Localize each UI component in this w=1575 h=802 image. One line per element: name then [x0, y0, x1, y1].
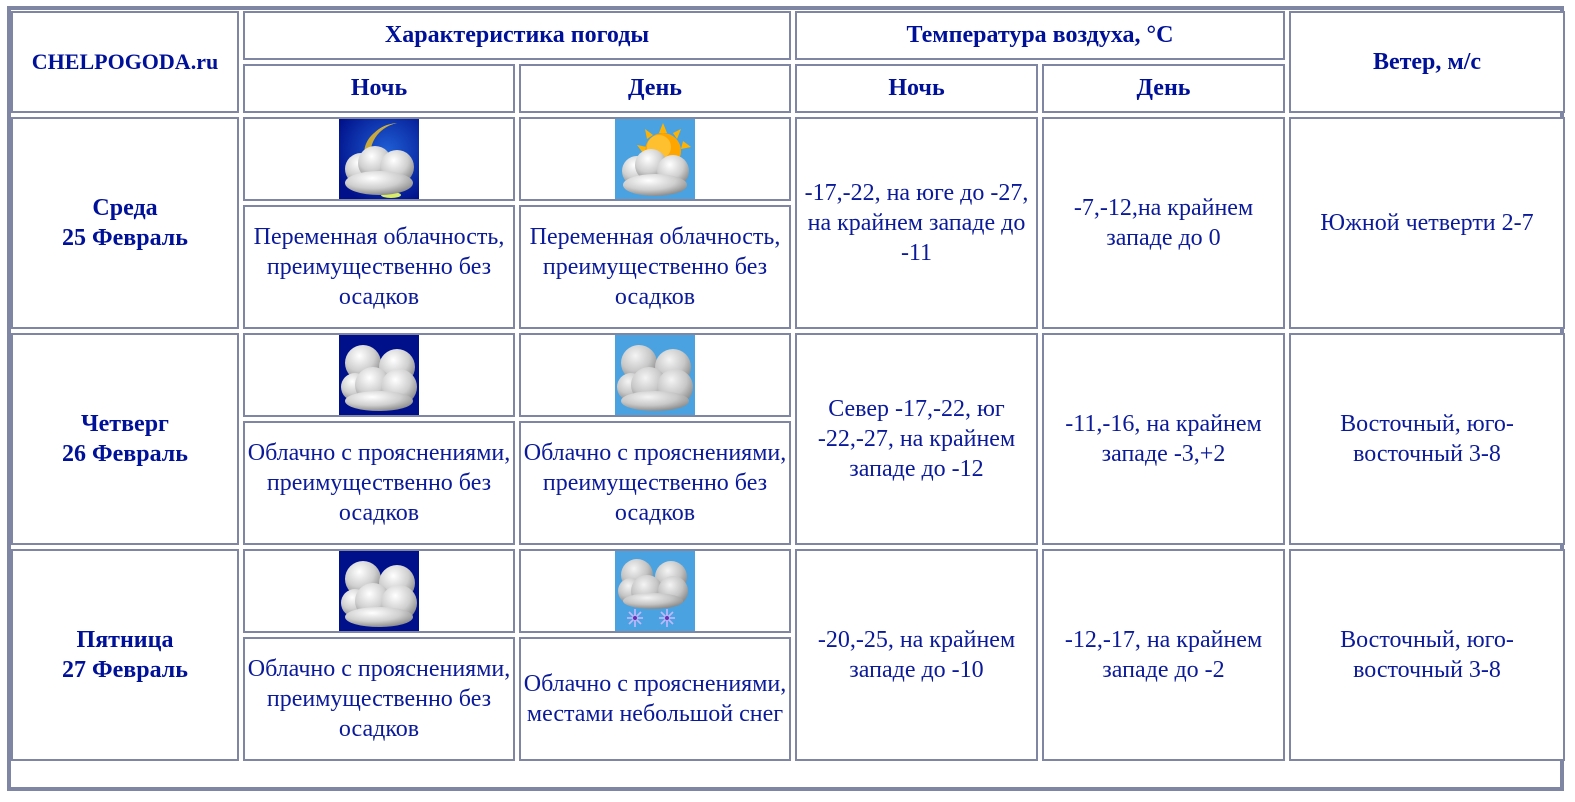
temp-day-cell: -12,-17, на крайнем западе до -2 — [1042, 549, 1285, 761]
day-label-cell — [11, 549, 239, 761]
day-label-cell — [11, 117, 239, 329]
weather-day-header: День — [519, 64, 791, 113]
day-icon-cell — [519, 333, 791, 417]
night-desc: Переменная облачность, преимущественно без осадков — [243, 205, 515, 329]
weather-night-header: Ночь — [243, 64, 515, 113]
temp-day-header: День — [1042, 64, 1285, 113]
night-icon-cell — [243, 117, 515, 201]
night-desc: Облачно с прояснениями, преимущественно без осадков — [243, 637, 515, 761]
site-brand: CHELPOGODA.ru — [31, 49, 219, 74]
cloud-snow-icon — [615, 551, 695, 631]
cloudy-day-icon — [615, 335, 695, 415]
day-icon-cell — [519, 117, 791, 201]
day-desc: Облачно с прояснениями, преимущественно без осадков — [519, 421, 791, 545]
moon-cloud-icon — [339, 119, 419, 199]
temp-night-cell: -17,-22, на юге до -27, на крайнем западе до -11 — [795, 117, 1038, 329]
temp-day-cell: -7,-12,на крайнем западе до 0 — [1042, 117, 1285, 329]
date: 27 Февраль — [62, 657, 188, 683]
temp-night-header: Ночь — [795, 64, 1038, 113]
night-desc: Облачно с прояснениями, преимущественно без осадков — [243, 421, 515, 545]
night-icon-cell — [243, 333, 515, 417]
weekday: Пятница — [76, 627, 174, 653]
wind-header: Ветер, м/с — [1289, 11, 1565, 113]
cloudy-night-icon — [339, 335, 419, 415]
sun-cloud-icon — [615, 119, 695, 199]
cloudy-night-icon — [339, 551, 419, 631]
weather-forecast-table — [7, 7, 1569, 765]
day-desc: Переменная облачность, преимущественно без осадков — [519, 205, 791, 329]
date: 26 Февраль — [62, 441, 188, 467]
brand-cell — [11, 11, 239, 113]
weekday: Четверг — [81, 411, 169, 437]
day-label-cell — [11, 333, 239, 545]
air-temp-header: Температура воздуха, °С — [795, 11, 1285, 60]
wind-cell: Восточный, юго-восточный 3-8 — [1289, 333, 1565, 545]
weekday: Среда — [92, 195, 158, 221]
temp-day-cell: -11,-16, на крайнем западе -3,+2 — [1042, 333, 1285, 545]
wind-cell: Восточный, юго-восточный 3-8 — [1289, 549, 1565, 761]
temp-night-cell: Север -17,-22, юг -22,-27, на крайнем западе до -12 — [795, 333, 1038, 545]
temp-night-cell: -20,-25, на крайнем западе до -10 — [795, 549, 1038, 761]
wind-cell: Южной четверти 2-7 — [1289, 117, 1565, 329]
weather-char-header: Характеристика погоды — [243, 11, 791, 60]
night-icon-cell — [243, 549, 515, 633]
day-desc: Облачно с прояснениями, местами небольшой снег — [519, 637, 791, 761]
date: 25 Февраль — [62, 225, 188, 251]
day-icon-cell — [519, 549, 791, 633]
